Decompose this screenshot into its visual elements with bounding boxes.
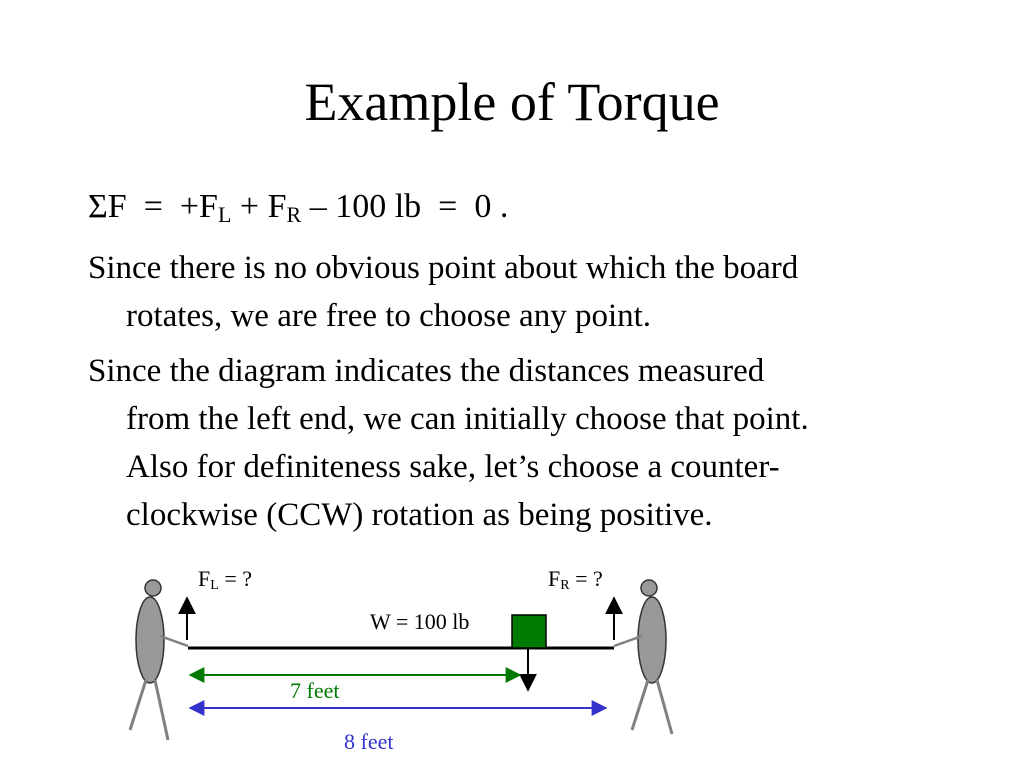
distance-8-label: 8 feet [344,729,394,754]
slide-title: Example of Torque [304,72,720,132]
right-force-subscript: R [560,578,570,593]
equation-part-3: – 100 lb = 0 . [301,188,509,225]
equation-part-2: + F [231,188,287,225]
paragraph-line: Since there is no obvious point about which the board [88,250,799,286]
distance-7-label: 7 feet [290,678,340,703]
paragraph-continuation: from the left end, we can initially choose that point. Also for definiteness sake, let’s choose a counter- clockwise (CCW) rotation as being positive. [126,401,809,533]
right-person-leg [632,680,648,730]
left-force-symbol: F [198,566,211,591]
paragraph-continuation: rotates, we are free to choose any point. [126,298,652,334]
right-person-head [641,580,657,596]
paragraph-line: Since the diagram indicates the distances measured [88,353,765,389]
left-force-subscript: L [210,578,219,593]
weight-block [512,615,546,648]
left-force-value: = ? [218,566,252,591]
left-person-body [136,597,164,683]
equation-subscript-l: L [217,202,232,227]
left-person-head [145,580,161,596]
left-person-figure [130,580,188,740]
right-force-symbol: F [548,566,561,591]
equation-part-1: ΣF = +F [88,188,218,225]
right-person-figure [614,580,672,734]
right-force-value: = ? [569,566,603,591]
right-person-body [638,597,666,683]
right-person-leg [657,680,672,734]
left-person-leg [130,680,146,730]
equation-subscript-r: R [286,202,302,227]
left-force-label [198,566,252,592]
left-person-leg [155,680,168,740]
weight-label: W = 100 lb [370,609,470,634]
right-force-label [548,566,603,592]
